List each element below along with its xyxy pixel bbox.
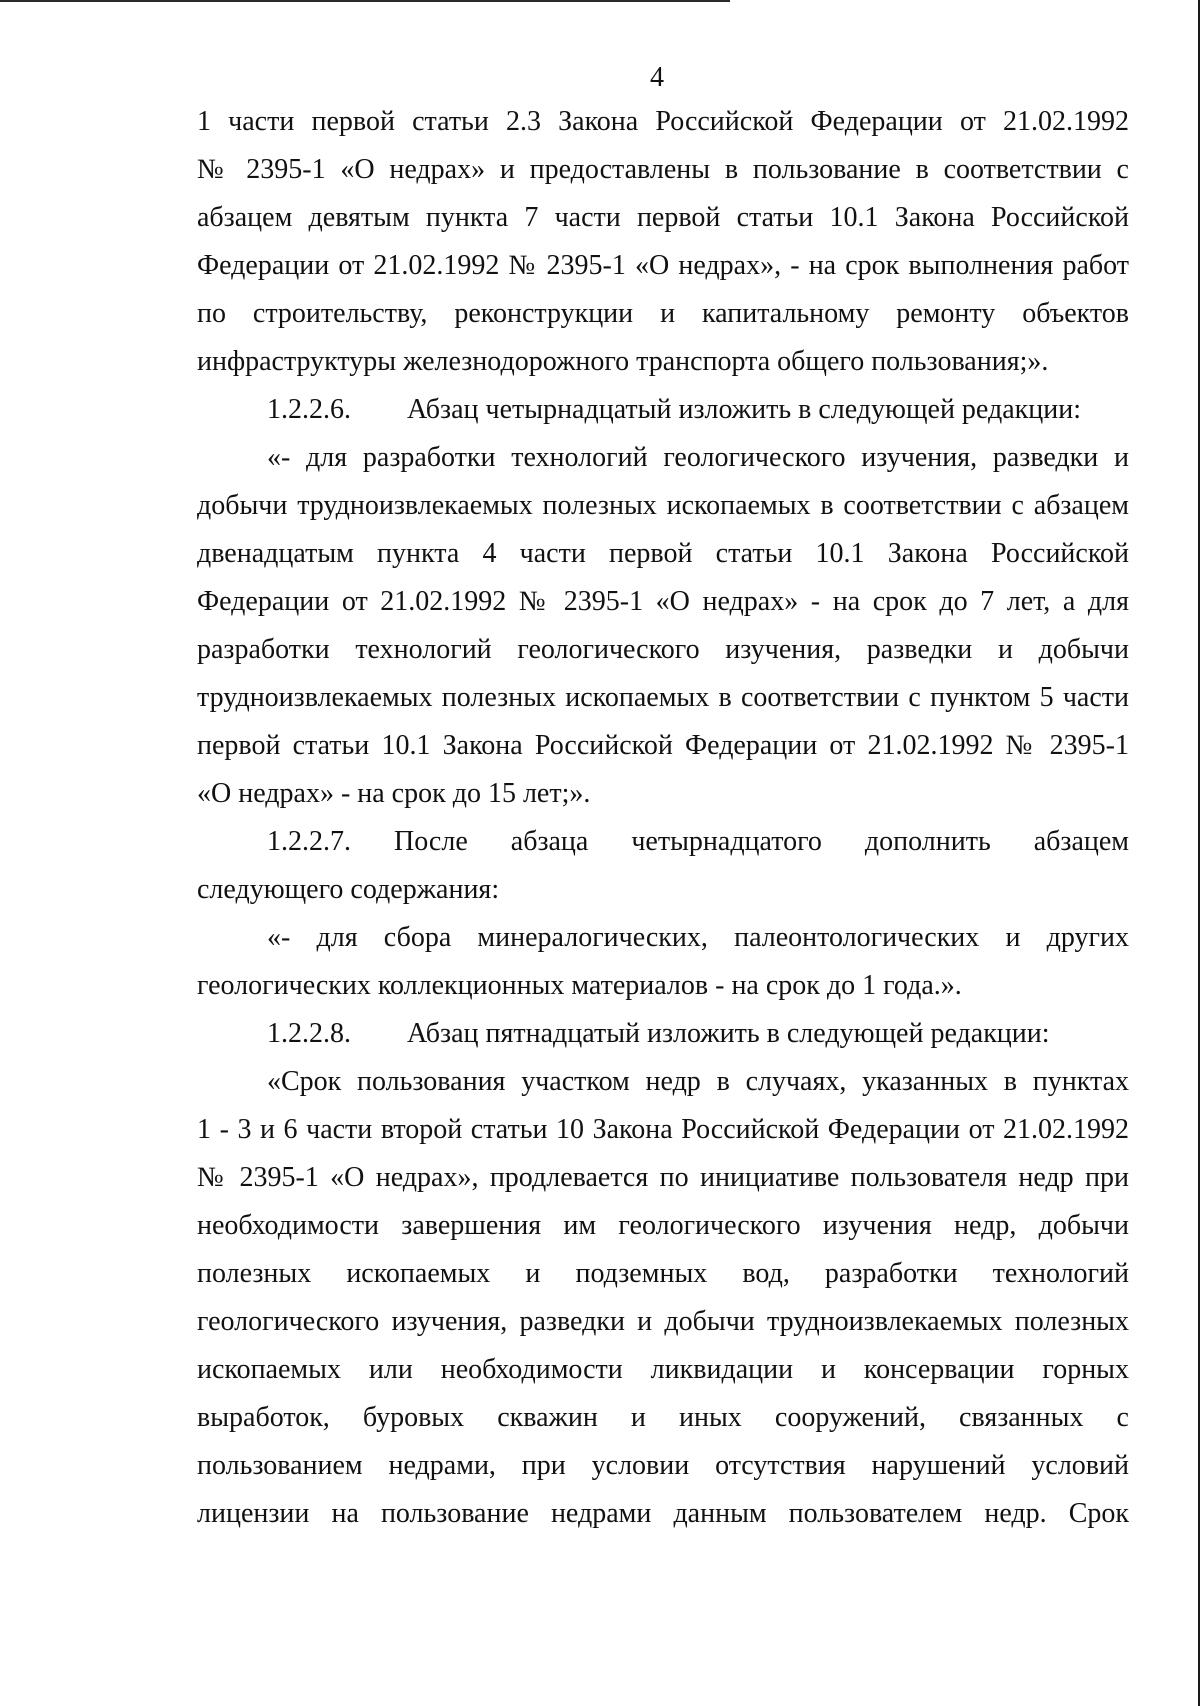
text-line: добычи трудноизвлекаемых полезных ископаемых в соответствии с абзацем [197, 490, 1129, 521]
text-line: «- для сбора минералогических, палеонтологических и других [267, 922, 1129, 953]
clause-heading-1-2-2-7 [197, 818, 1129, 866]
text-line: пользованием недрами, при условии отсутствия нарушений условий [197, 1450, 1129, 1481]
text-line: абзацем девятым пункта 7 части первой статьи 10.1 Закона Российской [197, 202, 1129, 233]
text-line: № 2395-1 «О недрах» и предоставлены в пользование в соответствии с [197, 154, 1129, 185]
text-line: разработки технологий геологического изучения, разведки и добычи [197, 634, 1129, 665]
document-body [197, 98, 1129, 1538]
page-number: 4 [650, 62, 664, 93]
text-line: Федерации от 21.02.1992 № 2395-1 «О недрах» - на срок до 7 лет, а для [197, 586, 1129, 617]
text-line: двенадцатым пункта 4 части первой статьи 10.1 Закона Российской [197, 538, 1129, 569]
clause-number: 1.2.2.6. [267, 394, 351, 425]
clause-heading-1-2-2-8 [197, 1010, 1129, 1058]
clause-number: 1.2.2.8. [267, 1018, 351, 1049]
text-line: «О недрах» - на срок до 15 лет;». [197, 778, 591, 809]
text-line: «Срок пользования участком недр в случаях, указанных в пунктах [267, 1066, 1129, 1097]
text-line: № 2395-1 «О недрах», продлевается по инициативе пользователя недр при [197, 1162, 1129, 1193]
text-line: выработок, буровых скважин и иных сооружений, связанных с [197, 1402, 1129, 1433]
text-line: «- для разработки технологий геологического изучения, разведки и [267, 442, 1129, 473]
clause-number: 1.2.2.7. [267, 826, 351, 857]
text-line: необходимости завершения им геологического изучения недр, добычи [197, 1210, 1129, 1241]
text-line: геологических коллекционных материалов - на срок до 1 года.». [197, 970, 962, 1001]
text-line: полезных ископаемых и подземных вод, разработки технологий [197, 1258, 1129, 1289]
text-line: ископаемых или необходимости ликвидации и консервации горных [197, 1354, 1129, 1385]
text-line: следующего содержания: [197, 874, 500, 905]
text-line: 1 - 3 и 6 части второй статьи 10 Закона Российской Федерации от 21.02.1992 [197, 1114, 1129, 1145]
text-line: по строительству, реконструкции и капитальному ремонту объектов [197, 298, 1129, 329]
clause-text: Абзац четырнадцатый изложить в следующей редакции: [407, 394, 1081, 425]
text-line: лицензии на пользование недрами данным пользователем недр. Срок [197, 1498, 1129, 1529]
clause-text: Абзац пятнадцатый изложить в следующей редакции: [407, 1018, 1050, 1049]
text-line: 1 части первой статьи 2.3 Закона Российской Федерации от 21.02.1992 [197, 106, 1129, 137]
text-line: инфраструктуры железнодорожного транспорта общего пользования;». [197, 346, 1049, 377]
text-line: Федерации от 21.02.1992 № 2395-1 «О недрах», - на срок выполнения работ [197, 250, 1129, 281]
top-scan-edge [0, 0, 730, 2]
text-line: первой статьи 10.1 Закона Российской Федерации от 21.02.1992 № 2395-1 [197, 730, 1129, 761]
text-line: трудноизвлекаемых полезных ископаемых в соответствии с пунктом 5 части [197, 682, 1129, 713]
clause-text: После абзаца четырнадцатого дополнить абзацем [394, 826, 1129, 857]
clause-heading-1-2-2-6 [197, 386, 1129, 434]
text-line: геологического изучения, разведки и добычи трудноизвлекаемых полезных [197, 1306, 1129, 1337]
